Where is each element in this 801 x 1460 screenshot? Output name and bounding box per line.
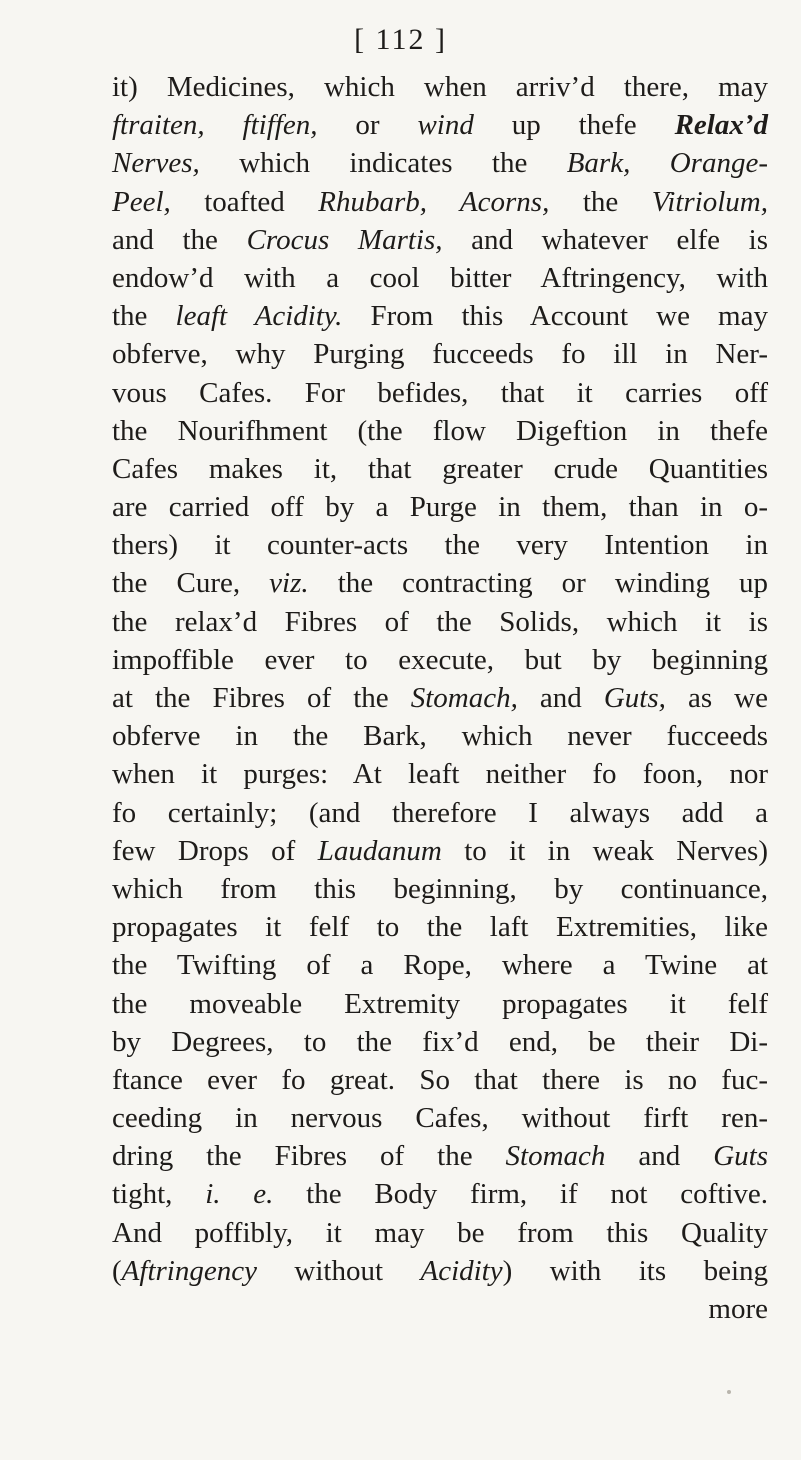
text-run: without — [256, 1254, 421, 1287]
text-line — [112, 946, 768, 984]
text-run: the — [112, 300, 176, 333]
text-line — [112, 297, 768, 335]
italic-term: i. e. — [205, 1178, 274, 1211]
text-run: the — [549, 185, 652, 218]
italic-term: Peel, — [112, 185, 171, 218]
text-run: when it purges: At leaft neither fo foon, nor — [112, 758, 768, 791]
text-run: ( — [112, 1254, 122, 1287]
text-run: which indicates the — [199, 147, 567, 180]
text-line — [112, 564, 768, 602]
text-line — [112, 221, 768, 259]
text-run: propagates it felf to the laft Extremities, like — [112, 911, 768, 944]
page-number: [ 112 ] — [354, 23, 447, 56]
italic-term: Acidity — [420, 1254, 503, 1287]
text-line — [112, 1214, 768, 1252]
text-run: ftance ever fo great. So that there is no fuc- — [112, 1063, 768, 1096]
text-run: the relax’d Fibres of the Solids, which it is — [112, 605, 768, 638]
text-line — [112, 603, 768, 641]
italic-term: Bark, Orange- — [566, 147, 768, 180]
text-run: the Twifting of a Rope, where a Twine at — [112, 949, 768, 982]
text-run: the Body firm, if not coftive. — [273, 1178, 768, 1211]
italic-term: Aftringency — [121, 1254, 257, 1287]
body-text — [112, 68, 768, 1328]
text-run: as we — [665, 682, 768, 714]
text-run: dring the Fibres of the — [112, 1140, 506, 1173]
text-run: ceeding in nervous Cafes, without firft ren- — [112, 1102, 768, 1135]
text-line — [112, 335, 768, 373]
italic-term: Laudanum — [317, 834, 442, 867]
text-run: vous Cafes. For befides, that it carries off — [112, 376, 768, 409]
text-line — [112, 1137, 768, 1175]
italic-term: Relax’d — [674, 109, 768, 142]
text-run: up thefe — [473, 109, 675, 142]
text-line — [112, 985, 768, 1023]
text-run: tight, — [112, 1178, 206, 1211]
text-run: and — [605, 1140, 714, 1173]
text-run: and — [517, 682, 604, 714]
italic-term: Stomach — [505, 1140, 606, 1173]
text-run: From this Account we may — [342, 300, 768, 333]
italic-term: leaft Acidity. — [175, 300, 343, 333]
italic-term: ftraiten, ftiffen, — [112, 109, 318, 142]
italic-term: Crocus Martis, — [246, 223, 443, 256]
text-line — [112, 68, 768, 106]
paper-speck-decoration — [727, 1390, 731, 1394]
text-line — [112, 641, 768, 679]
text-line — [112, 488, 768, 526]
catchword: more — [708, 1293, 768, 1325]
text-line — [112, 870, 768, 908]
italic-term: wind — [417, 109, 474, 142]
italic-term: Rhubarb, Acorns, — [318, 185, 550, 218]
text-run: And poffibly, it may be from this Quality — [112, 1216, 768, 1249]
text-run: or — [317, 109, 418, 142]
text-line — [112, 832, 768, 870]
text-run: are carried off by a Purge in them, than in o- — [112, 491, 768, 524]
text-run: at the Fibres of the — [112, 682, 411, 714]
text-run: thers) it counter-acts the very Intention in — [112, 529, 768, 562]
text-run: and the — [112, 223, 247, 256]
text-line — [112, 412, 768, 450]
text-run: toafted — [170, 185, 319, 218]
text-run: impoffible ever to execute, but by beginning — [112, 643, 768, 676]
text-line — [112, 259, 768, 297]
text-line — [112, 1099, 768, 1137]
italic-term: Guts — [713, 1140, 768, 1173]
text-run: by Degrees, to the fix’d end, be their Di- — [112, 1025, 768, 1058]
italic-term: Guts, — [603, 682, 666, 714]
text-line — [112, 144, 768, 182]
text-run: it) Medicines, which when arriv’d there, may — [112, 71, 768, 103]
text-line — [112, 1061, 768, 1099]
text-run: to it in weak Nerves) — [441, 834, 768, 867]
text-line — [112, 794, 768, 832]
text-line — [112, 1023, 768, 1061]
text-line — [112, 1175, 768, 1213]
text-line — [112, 679, 768, 717]
text-line — [112, 1252, 768, 1290]
text-run: the contracting or winding up — [308, 567, 768, 600]
text-line — [112, 374, 768, 412]
italic-term: viz. — [269, 567, 309, 600]
text-run: few Drops of — [112, 834, 318, 867]
text-line — [112, 450, 768, 488]
text-line — [112, 908, 768, 946]
text-run: the Nourifhment (the flow Digeftion in thefe — [112, 414, 768, 447]
text-run: and whatever elfe is — [442, 223, 768, 256]
text-run: the Cure, — [112, 567, 270, 600]
text-run: obferve in the Bark, which never fucceeds — [112, 720, 768, 753]
text-run: the moveable Extremity propagates it felf — [112, 987, 768, 1020]
text-run: Cafes makes it, that greater crude Quantities — [112, 452, 768, 485]
italic-term: Vitriolum, — [651, 185, 768, 218]
text-line — [112, 755, 768, 793]
text-line — [112, 106, 768, 144]
text-line — [112, 717, 768, 755]
italic-term: Stomach, — [410, 682, 518, 714]
italic-term: Nerves, — [112, 147, 200, 180]
text-line — [112, 526, 768, 564]
text-run: fo certainly; (and therefore I always add a — [112, 796, 768, 829]
text-line — [112, 183, 768, 221]
text-run: endow’d with a cool bitter Aftringency, with — [112, 261, 768, 294]
text-run: which from this beginning, by continuance, — [112, 872, 768, 905]
text-run: ) with its being — [502, 1254, 768, 1287]
text-run: obferve, why Purging fucceeds fo ill in Ner- — [112, 338, 768, 371]
